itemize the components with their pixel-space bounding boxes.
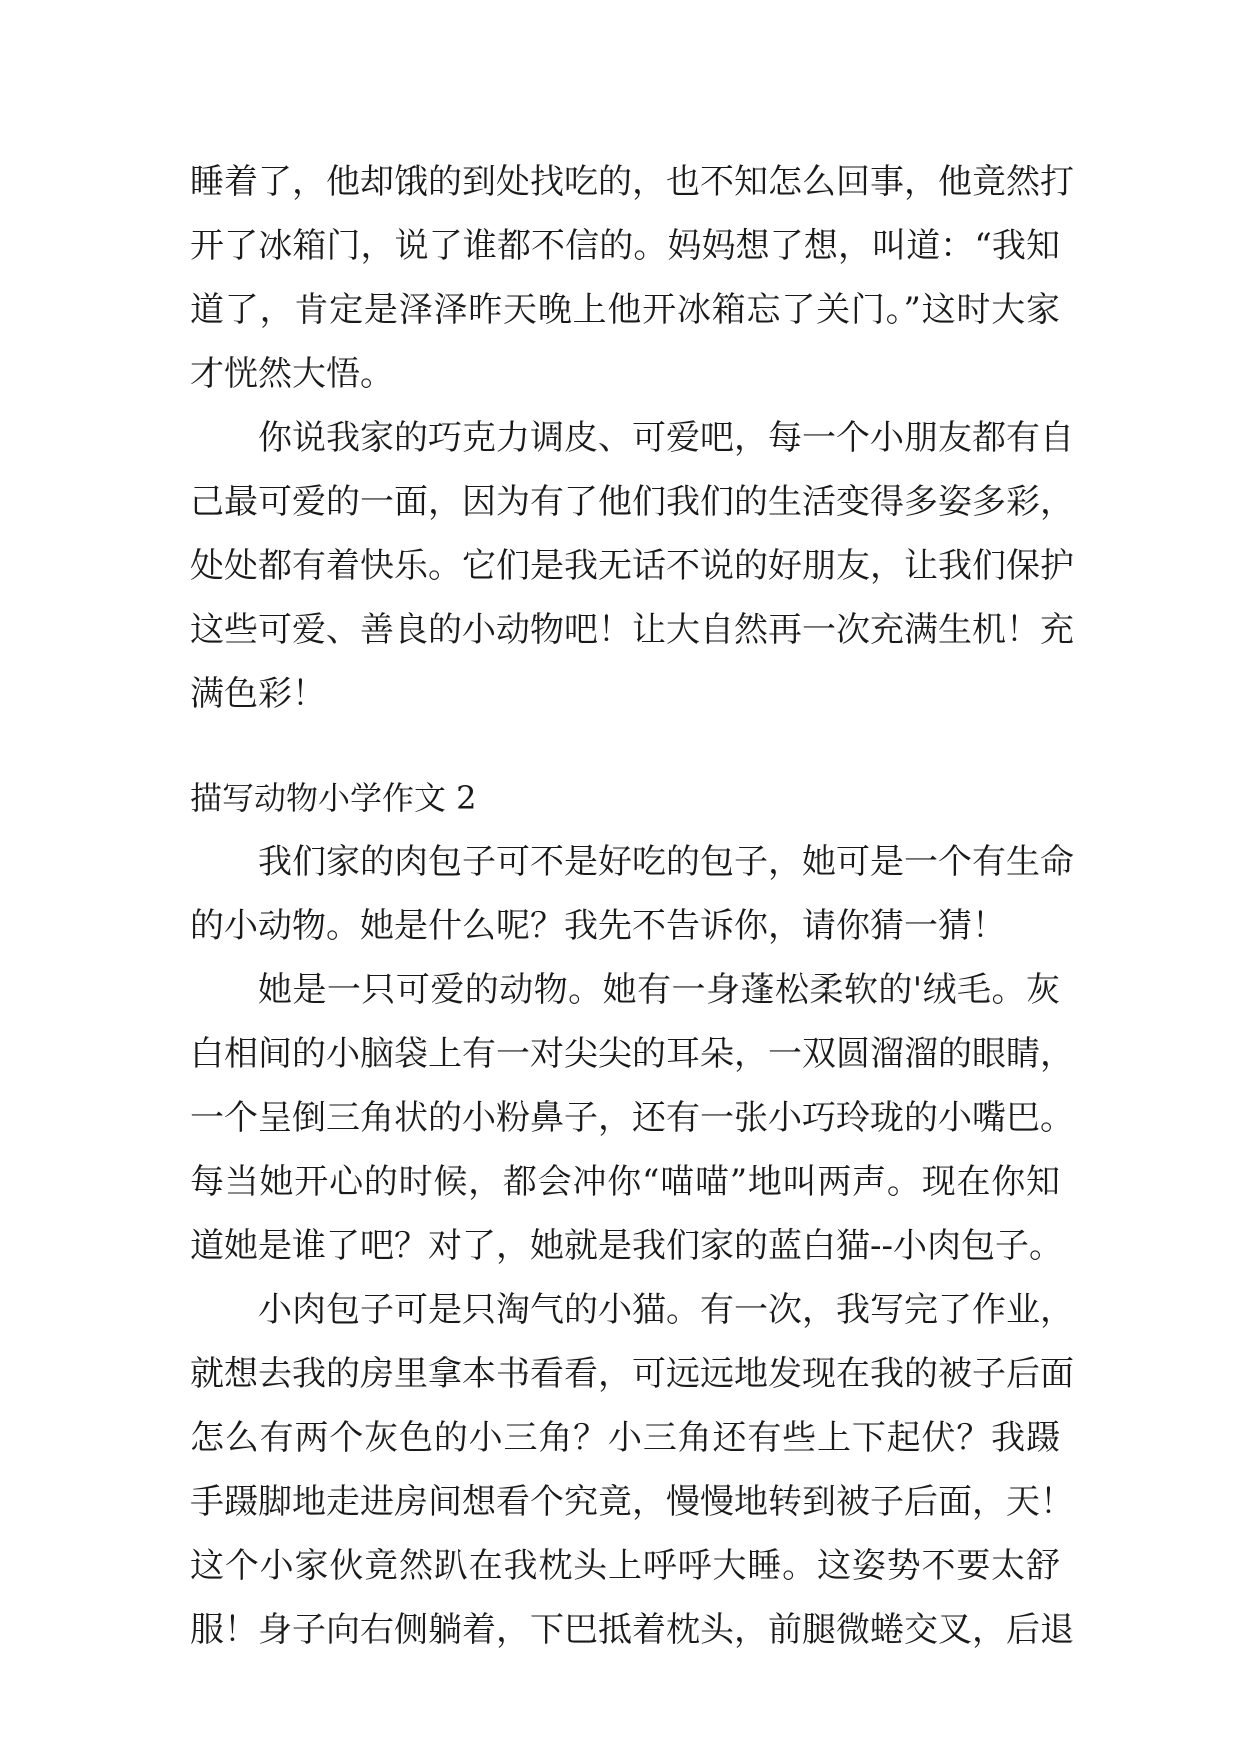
text-line: 白相间的小脑袋上有一对尖尖的耳朵，一双圆溜溜的眼睛， xyxy=(190,1034,1074,1074)
text-line: 手蹑脚地走进房间想看个究竟，慢慢地转到被子后面，天！ xyxy=(190,1482,1074,1522)
text-line: 道了，肯定是泽泽昨天晚上他开冰箱忘了关门。”这时大家 xyxy=(190,290,1060,330)
text-line: 才恍然大悟。 xyxy=(190,354,394,394)
section-heading: 描写动物小学作文 2 xyxy=(190,779,477,817)
text-line: 怎么有两个灰色的小三角？小三角还有些上下起伏？我蹑 xyxy=(190,1418,1060,1458)
text-line: 就想去我的房里拿本书看看，可远远地发现在我的被子后面 xyxy=(190,1354,1074,1394)
text-line: 这些可爱、善良的小动物吧！让大自然再一次充满生机！充 xyxy=(190,610,1074,650)
text-line: 服！身子向右侧躺着，下巴抵着枕头，前腿微蜷交叉，后退 xyxy=(190,1610,1074,1650)
text-line: 我们家的肉包子可不是好吃的包子，她可是一个有生命 xyxy=(258,842,1074,882)
text-line: 处处都有着快乐。它们是我无话不说的好朋友，让我们保护 xyxy=(190,546,1074,586)
text-line: 道她是谁了吧？对了，她就是我们家的蓝白猫--小肉包子。 xyxy=(190,1226,1063,1266)
text-line: 你说我家的巧克力调皮、可爱吧，每一个小朋友都有自 xyxy=(258,418,1074,458)
text-line: 开了冰箱门，说了谁都不信的。妈妈想了想，叫道：“我知 xyxy=(190,226,1060,266)
text-line: 她是一只可爱的动物。她有一身蓬松柔软的'绒毛。灰 xyxy=(258,970,1060,1010)
text-line: 的小动物。她是什么呢？我先不告诉你，请你猜一猜！ xyxy=(190,906,1006,946)
text-line: 小肉包子可是只淘气的小猫。有一次，我写完了作业， xyxy=(258,1290,1074,1330)
text-line: 满色彩！ xyxy=(190,674,326,714)
text-line: 这个小家伙竟然趴在我枕头上呼呼大睡。这姿势不要太舒 xyxy=(190,1546,1060,1586)
text-line: 睡着了，他却饿的到处找吃的，也不知怎么回事，他竟然打 xyxy=(190,162,1074,202)
text-line: 一个呈倒三角状的小粉鼻子，还有一张小巧玲珑的小嘴巴。 xyxy=(190,1098,1074,1138)
text-line: 每当她开心的时候，都会冲你“喵喵”地叫两声。现在你知 xyxy=(190,1162,1060,1202)
text-line: 己最可爱的一面，因为有了他们我们的生活变得多姿多彩， xyxy=(190,482,1074,522)
